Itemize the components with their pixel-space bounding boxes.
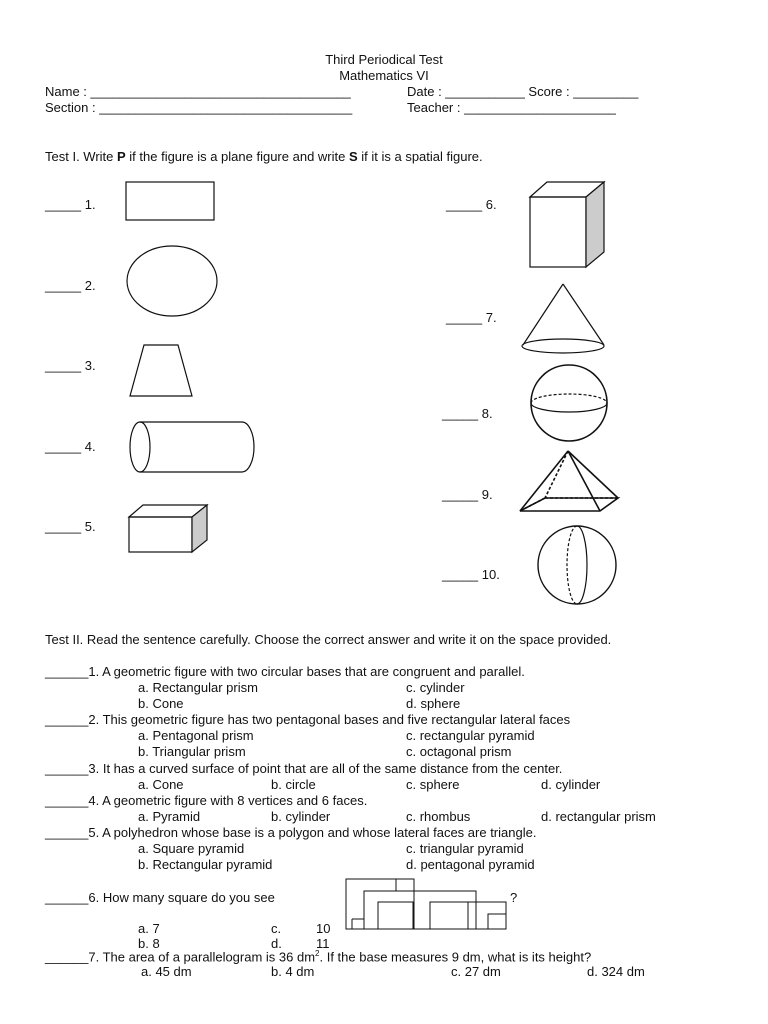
test1-item-8[interactable]: _____ 8. <box>442 406 493 421</box>
test1-item-9[interactable]: _____ 9. <box>442 487 493 502</box>
q4-option-a: a. Pyramid <box>138 809 201 824</box>
question-5[interactable]: ______5. A polyhedron whose base is a polygon and whose lateral faces are triangle. <box>45 825 537 840</box>
test1-item-10[interactable]: _____ 10. <box>442 567 500 582</box>
cube-icon <box>530 182 604 267</box>
q6-option-c-value: 10 <box>316 921 331 936</box>
q4-option-d: d. rectangular prism <box>541 809 656 824</box>
date-score-field[interactable]: Date : ___________ Score : _________ <box>407 84 639 99</box>
trapezoid-icon <box>130 345 192 396</box>
q5-option-c: c. triangular pyramid <box>406 841 524 856</box>
test1-item-5[interactable]: _____ 5. <box>45 519 96 534</box>
q1-option-c: c. cylinder <box>406 680 465 695</box>
question-2[interactable]: ______2. This geometric figure has two pentagonal bases and five rectangular lateral faces <box>45 712 571 727</box>
circle-icon <box>127 246 217 316</box>
rectangle-icon <box>126 182 214 220</box>
q1-option-d: d. sphere <box>406 696 461 711</box>
q3-option-b: b. circle <box>271 777 316 792</box>
question-6[interactable]: ______6. How many square do you see <box>45 890 275 905</box>
test1-item-1[interactable]: _____ 1. <box>45 197 96 212</box>
q5-option-a: a. Square pyramid <box>138 841 245 856</box>
question-4[interactable]: ______4. A geometric figure with 8 vertices and 6 faces. <box>45 793 368 808</box>
section-field[interactable]: Section : ___________________________________ <box>45 100 353 115</box>
q6-option-a: a. 7 <box>138 921 160 936</box>
cylinder-icon <box>130 422 254 472</box>
q6-option-c-label: c. <box>271 921 282 936</box>
q3-option-d: d. cylinder <box>541 777 601 792</box>
globe-sphere-icon <box>538 526 616 604</box>
test1-item-6[interactable]: _____ 6. <box>446 197 497 212</box>
q2-option-b: b. Triangular prism <box>138 744 246 759</box>
q7-option-b: b. 4 dm <box>271 964 315 979</box>
teacher-field[interactable]: Teacher : _____________________ <box>407 100 616 115</box>
q7-option-a: a. 45 dm <box>141 964 192 979</box>
test1-item-3[interactable]: _____ 3. <box>45 358 96 373</box>
question-7[interactable]: ______7. The area of a parallelogram is 36 $dm^2$. If the base measures 9 dm, what is its height? <box>45 949 592 965</box>
test1-item-7[interactable]: _____ 7. <box>446 310 497 325</box>
q7-option-d: d. 324 dm <box>587 964 645 979</box>
q6-option-d-value: 11 <box>316 936 330 951</box>
q5-option-d: d. pentagonal pyramid <box>406 857 535 872</box>
cone-icon <box>522 284 604 353</box>
q3-option-a: a. Cone <box>138 777 184 792</box>
q5-option-b: b. Rectangular pyramid <box>138 857 273 872</box>
test2-instruction: Test II. Read the sentence carefully. Choose the correct answer and write it on the space provided. <box>45 632 612 647</box>
q6-option-d-label: d. <box>271 936 282 951</box>
q1-option-a: a. Rectangular prism <box>138 680 258 695</box>
q2-option-a: a. Pentagonal prism <box>138 728 254 743</box>
q6-question-mark: ? <box>510 890 518 905</box>
pyramid-icon <box>520 451 618 511</box>
q6-option-b: b. 8 <box>138 936 160 951</box>
question-3[interactable]: ______3. It has a curved surface of point that are all of the same distance from the center. <box>45 761 563 776</box>
test1-item-2[interactable]: _____ 2. <box>45 278 96 293</box>
test1-item-4[interactable]: _____ 4. <box>45 439 96 454</box>
test-title: Third Periodical Test <box>325 52 443 67</box>
test1-instruction: Test I. Write P if the figure is a plane figure and write S if it is a spatial figure. <box>45 149 483 164</box>
q3-option-c: c. sphere <box>406 777 460 792</box>
q2-option-c: c. rectangular pyramid <box>406 728 535 743</box>
q2-option-d: c. octagonal prism <box>406 744 512 759</box>
q4-option-b: b. cylinder <box>271 809 331 824</box>
subject-title: Mathematics VI <box>339 68 429 83</box>
name-field[interactable]: Name : ____________________________________ <box>45 84 351 99</box>
squares-figure-icon <box>346 879 506 929</box>
q7-option-c: c. 27 dm <box>451 964 501 979</box>
q4-option-c: c. rhombus <box>406 809 471 824</box>
rectangular-prism-icon <box>129 505 207 552</box>
sphere-icon <box>531 365 607 441</box>
question-1[interactable]: ______1. A geometric figure with two circular bases that are congruent and parallel. <box>45 664 525 679</box>
q1-option-b: b. Cone <box>138 696 184 711</box>
